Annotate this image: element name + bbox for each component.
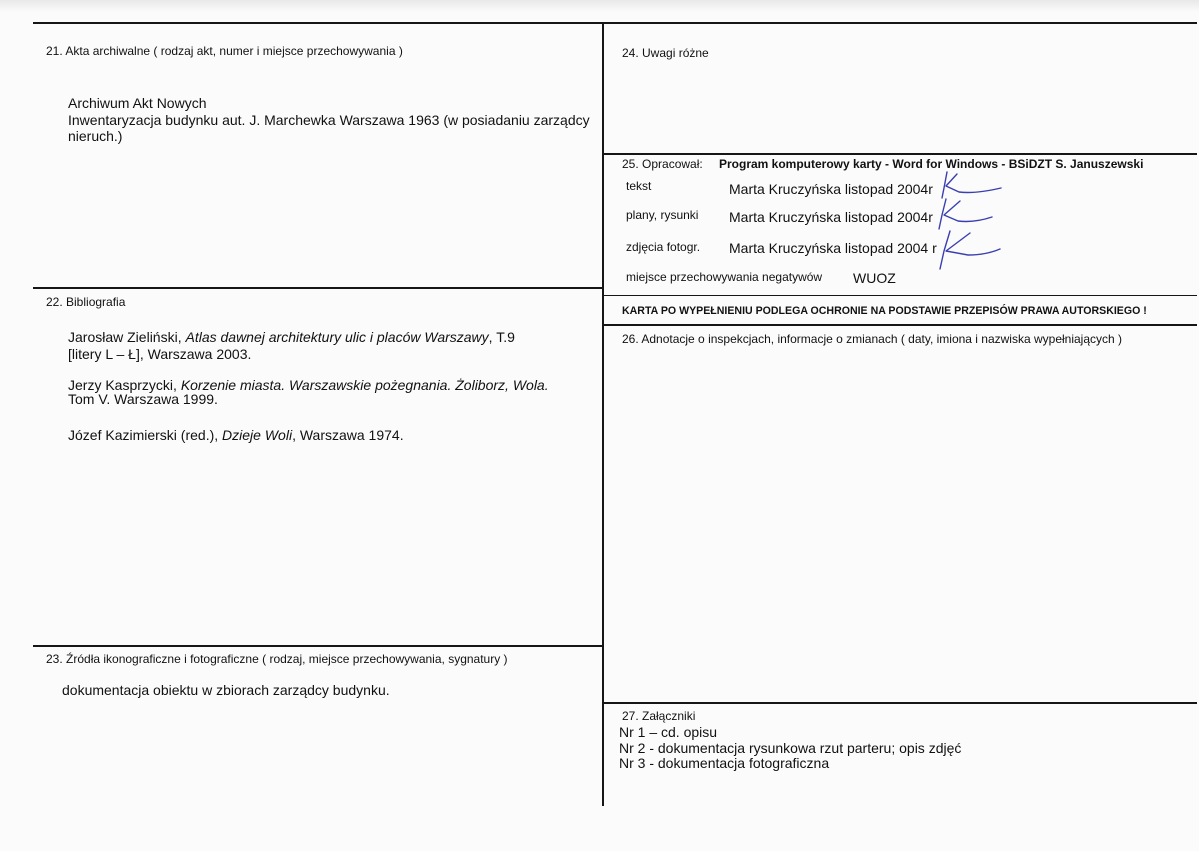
bibliography-item-1-cont: [litery L – Ł], Warszawa 2003. [68,346,252,362]
scan-edge [0,0,1199,12]
section-26-heading: 26. Adnotacje o inspekcjach, informacje o zmianach ( daty, imiona i nazwiska wypełniających ) [622,332,1123,346]
bibliography-item-1 [68,329,515,345]
bib1-vol: , T.9 [488,329,515,345]
signature-zdjecia [930,225,1005,273]
section-25-heading: 25. Opracował: [622,157,703,171]
bib2-author: Jerzy Kasprzycki, [68,377,181,393]
right-divider-notice [603,295,1197,296]
row-label-tekst: tekst [626,179,652,193]
attachment-1: Nr 1 – cd. opisu [619,724,718,740]
section-23-text: dokumentacja obiektu w zbiorach zarządcy budynku. [62,682,390,698]
attachment-3: Nr 3 - dokumentacja fotograficzna [619,755,830,771]
section-22-heading: 22. Bibliografia [46,295,126,309]
row-value-plany: Marta Kruczyńska listopad 2004r [729,209,933,225]
negatives-label: miejsce przechowywania negatywów [626,270,823,284]
section-27-heading: 27. Załączniki [622,709,696,723]
negatives-value: WUOZ [853,270,896,286]
right-divider-27 [603,702,1197,704]
section-23-heading: 23. Źródła ikonograficzne i fotograficzne ( rodzaj, miejsce przechowywania, sygnatury ) [46,652,508,666]
attachment-2: Nr 2 - dokumentacja rysunkowa rzut parteru; opis zdjęć [619,740,962,756]
left-divider-23 [33,645,603,647]
top-border [33,22,1197,24]
section-21-heading: 21. Akta archiwalne ( rodzaj akt, numer i miejsce przechowywania ) [46,44,403,58]
bib3-author: Józef Kazimierski (red.), [68,427,223,443]
copyright-notice: KARTA PO WYPEŁNIENIU PODLEGA OCHRONIE NA PODSTAWIE PRZEPISÓW PRAWA AUTORSKIEGO ! [622,305,1147,317]
bib1-author: Jarosław Zieliński, [68,329,186,345]
bib2-title: Korzenie miasta. Warszawskie pożegnania. Żoliborz, Wola. [180,377,549,393]
section-24-heading: 24. Uwagi różne [622,46,709,60]
bibliography-item-2-cont: Tom V. Warszawa 1999. [68,391,218,407]
right-divider-25 [603,153,1197,155]
right-divider-26 [603,324,1197,326]
left-divider-22 [33,287,603,289]
row-label-plany: plany, rysunki [626,208,699,222]
row-value-tekst: Marta Kruczyńska listopad 2004r [729,181,933,197]
bib3-rest: , Warszawa 1974. [292,427,404,443]
center-divider [602,22,604,806]
bibliography-item-3 [68,427,404,443]
section-21-archive: Archiwum Akt Nowych [68,95,207,111]
section-21-inventory-cont: nieruch.) [68,128,123,144]
bib3-title: Dzieje Woli [222,427,293,443]
row-value-zdjecia: Marta Kruczyńska listopad 2004 r [729,240,937,256]
row-label-zdjecia: zdjęcia fotogr. [626,240,701,254]
program-credit: Program komputerowy karty - Word for Windows - BSiDZT S. Januszewski [719,157,1144,171]
section-21-inventory: Inwentaryzacja budynku aut. J. Marchewka Warszawa 1963 (w posiadaniu zarządcy [68,112,590,128]
bib1-title: Atlas dawnej architektury ulic i placów Warszawy [185,329,489,345]
